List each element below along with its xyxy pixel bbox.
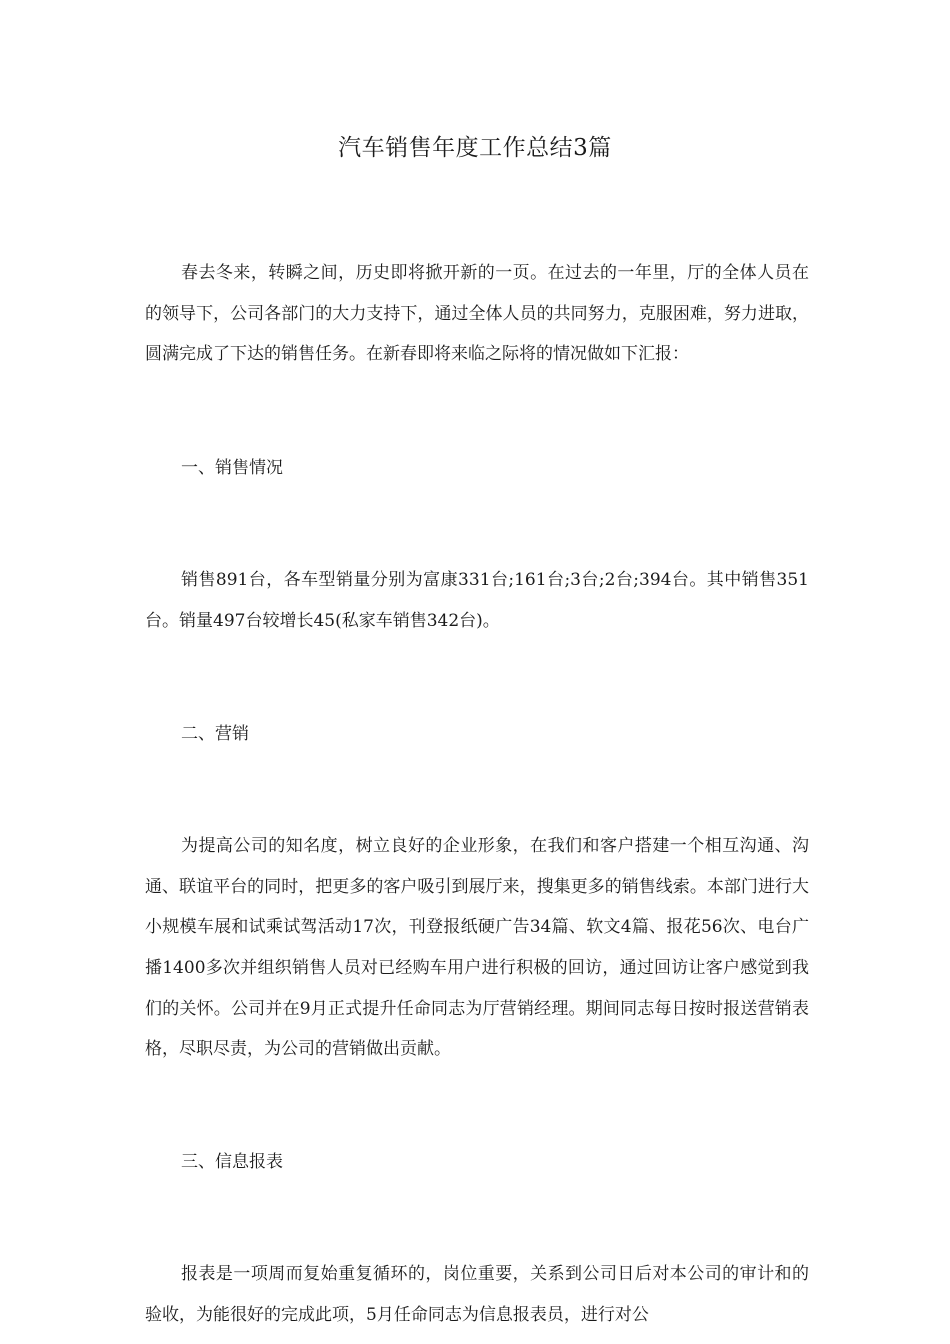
document-title: 汽车销售年度工作总结3篇 — [338, 135, 612, 161]
section-heading-marketing: 二、营销 — [181, 723, 249, 744]
spacer — [145, 642, 809, 714]
section-body-sales: 销售891台，各车型销量分别为富康331台;161台;3台;2台;394台。其中销售351台。销量497台较增长45(私家车销售342台)。 — [145, 570, 809, 631]
spacer — [145, 1182, 809, 1254]
spacer — [145, 488, 809, 560]
spacer — [145, 1070, 809, 1142]
section-body-reports: 报表是一项周而复始重复循环的，岗位重要，关系到公司日后对本公司的审计和的验收，为能很好的完成此项，5月任命同志为信息报表员，进行对公 — [145, 1264, 809, 1325]
spacer — [145, 375, 809, 448]
spacer — [145, 754, 809, 826]
section-heading-sales: 一、销售情况 — [181, 457, 283, 478]
document-body — [145, 253, 809, 1336]
section-body-marketing: 为提高公司的知名度，树立良好的企业形象，在我们和客户搭建一个相互沟通、沟通、联谊平台的同时，把更多的客户吸引到展厅来，搜集更多的销售线索。本部门进行大小规模车展和试乘试驾活动17次，刊登报纸硬广告34篇、软文4篇、报花56次、电台广播1400多次并组织销售人员对已经购车用户进行积极的回访，通过回访让客户感觉到我们的关怀。公司并在9月正式提升任命同志为厅营销经理。期间同志每日按时报送营销表格，尽职尽责，为公司的营销做出贡献。 — [145, 836, 809, 1060]
intro-paragraph: 春去冬来，转瞬之间，历史即将掀开新的一页。在过去的一年里，厅的全体人员在的领导下，公司各部门的大力支持下，通过全体人员的共同努力，克服困难，努力进取，圆满完成了下达的销售任务。在新春即将来临之际将的情况做如下汇报： — [145, 263, 809, 365]
section-heading-reports: 三、信息报表 — [181, 1151, 283, 1172]
